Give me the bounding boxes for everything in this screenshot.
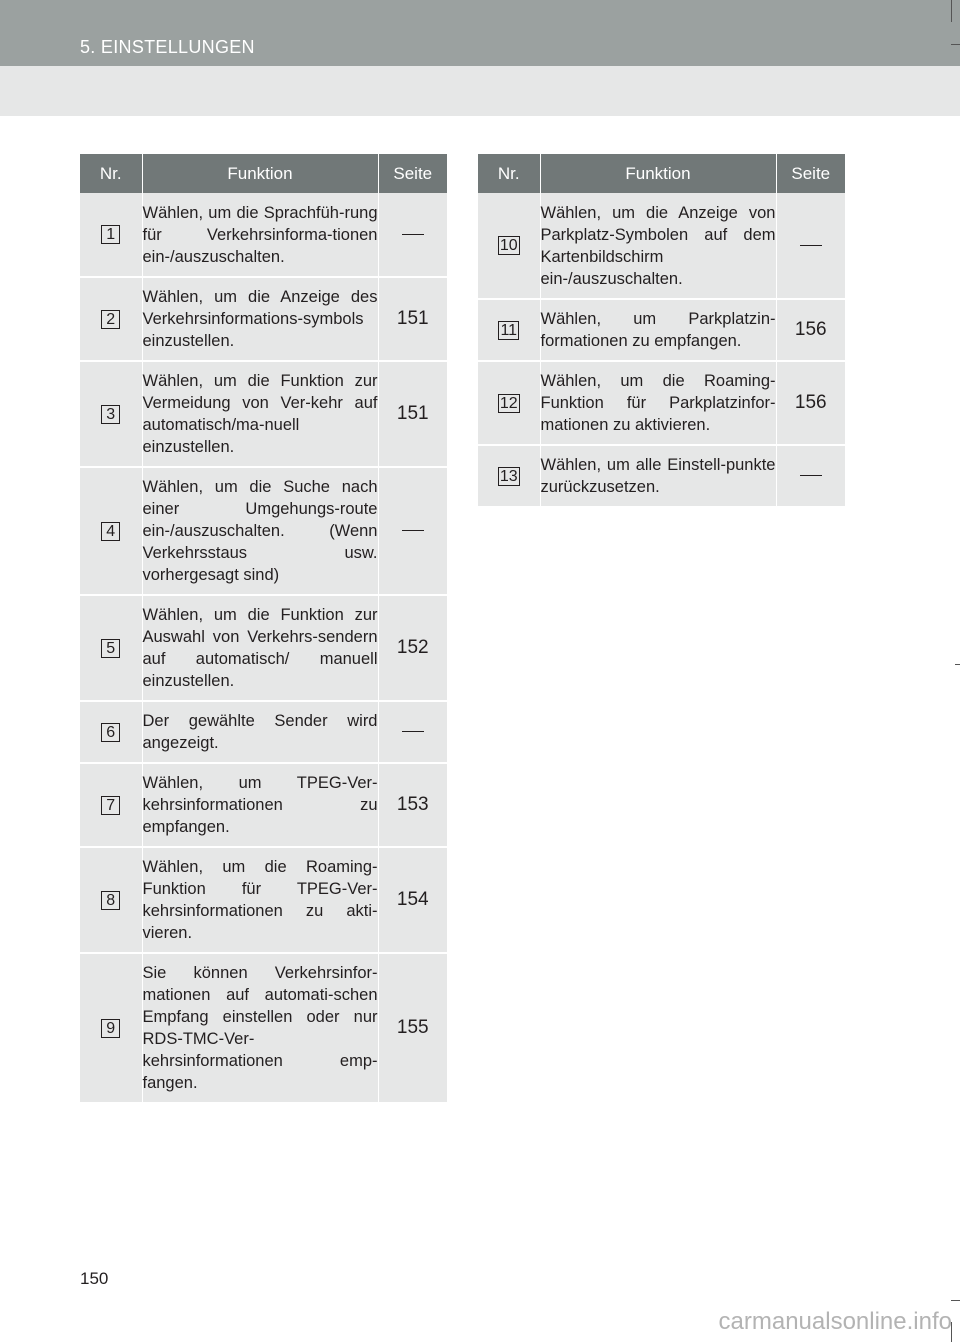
row-number-cell: [80, 763, 142, 847]
page-reference: [378, 467, 447, 595]
table-row: [80, 701, 447, 763]
table-row: [80, 847, 447, 953]
function-description: Wählen, um die Suche nach einer Umgehungs-route ein-/auszuschalten. (Wenn Verkehrsstaus usw. vorhergesagt sind): [142, 467, 378, 595]
table-row: [478, 445, 845, 507]
page-reference: 154: [378, 847, 447, 953]
column-header-funktion: Funktion: [142, 154, 378, 193]
page-reference: [378, 193, 447, 277]
row-number-badge: 10: [499, 237, 518, 254]
table-row: [80, 277, 447, 361]
table-row: [80, 467, 447, 595]
page-number: 150: [80, 1269, 109, 1288]
column-header-funktion: Funktion: [540, 154, 776, 193]
row-number-cell: [478, 299, 540, 361]
row-number-cell: [80, 277, 142, 361]
page-reference: 151: [378, 361, 447, 467]
row-number-badge: 4: [101, 522, 120, 541]
row-number-cell: [80, 467, 142, 595]
page-reference: [378, 701, 447, 763]
function-description: Wählen, um Parkplatzin-formationen zu empfangen.: [540, 299, 776, 361]
row-number-badge: 1: [101, 225, 120, 244]
page-reference: 153: [378, 763, 447, 847]
row-number-badge: 2: [101, 310, 120, 329]
header-subbar: [0, 66, 960, 116]
table-row: [80, 953, 447, 1103]
function-description: Wählen, um die Roaming-Funktion für TPEG-Ver-kehrsinformationen zu akti-vieren.: [142, 847, 378, 953]
row-number-badge: 3: [101, 405, 120, 424]
row-number-cell: [80, 193, 142, 277]
table-row: [80, 763, 447, 847]
row-number-badge: 8: [101, 891, 120, 910]
row-number-cell: [478, 361, 540, 445]
column-header-nr: Nr.: [478, 154, 540, 193]
row-number-badge: 5: [101, 639, 120, 658]
row-number-badge: 7: [101, 796, 120, 815]
row-number-badge: 9: [101, 1019, 120, 1038]
function-description: Wählen, um die Roaming-Funktion für Parkplatzinfor-mationen zu aktivieren.: [540, 361, 776, 445]
page-reference: 151: [378, 277, 447, 361]
function-description: Wählen, um alle Einstell-punkte zurückzusetzen.: [540, 445, 776, 507]
function-description: Wählen, um die Funktion zur Auswahl von Verkehrs-sendern auf automatisch/ manuell einzustellen.: [142, 595, 378, 701]
row-number-badge: 6: [101, 723, 120, 742]
row-number-cell: [478, 193, 540, 299]
page-reference: 156: [776, 361, 845, 445]
column-header-seite: Seite: [776, 154, 845, 193]
crop-mark: [951, 1300, 960, 1301]
page-reference: 155: [378, 953, 447, 1103]
page-reference: 156: [776, 299, 845, 361]
crop-mark: [955, 664, 960, 665]
table-header-row: [80, 154, 447, 193]
row-number-badge: 13: [499, 467, 518, 485]
function-description: Wählen, um die Anzeige des Verkehrsinformations-symbols einzustellen.: [142, 277, 378, 361]
row-number-cell: [80, 361, 142, 467]
no-page-dash: [800, 475, 822, 476]
row-number-badge: 12: [499, 394, 518, 412]
function-table-left: [80, 154, 447, 1104]
function-description: Wählen, um die Sprachfüh-rung für Verkehrsinforma-tionen ein-/auszuschalten.: [142, 193, 378, 277]
no-page-dash: [800, 245, 822, 246]
row-number-cell: [80, 953, 142, 1103]
table-row: [478, 299, 845, 361]
function-description: Wählen, um die Funktion zur Vermeidung von Ver-kehr auf automatisch/ma-nuell einzustellen.: [142, 361, 378, 467]
section-title: 5. EINSTELLUNGEN: [80, 37, 255, 57]
table-row: [80, 361, 447, 467]
table-row: [478, 193, 845, 299]
function-description: Sie können Verkehrsinfor-mationen auf automati-schen Empfang einstellen oder nur RDS-TMC-Ver-kehrsinformationen emp-fangen.: [142, 953, 378, 1103]
crop-mark: [951, 44, 960, 45]
column-header-seite: Seite: [378, 154, 447, 193]
no-page-dash: [402, 234, 424, 235]
page-reference: 152: [378, 595, 447, 701]
no-page-dash: [402, 731, 424, 732]
row-number-cell: [80, 847, 142, 953]
watermark: carmanualsonline.info: [718, 1308, 952, 1335]
page-reference: [776, 445, 845, 507]
table-header-row: [478, 154, 845, 193]
function-description: Wählen, um TPEG-Ver-kehrsinformationen zu empfangen.: [142, 763, 378, 847]
row-number-cell: [478, 445, 540, 507]
column-header-nr: Nr.: [80, 154, 142, 193]
no-page-dash: [402, 530, 424, 531]
function-description: Wählen, um die Anzeige von Parkplatz-Symbolen auf dem Kartenbildschirm ein-/auszuschalten.: [540, 193, 776, 299]
crop-mark: [951, 0, 952, 22]
function-table-right: [478, 154, 845, 508]
row-number-cell: [80, 595, 142, 701]
row-number-badge: 11: [500, 321, 518, 339]
function-description: Der gewählte Sender wird angezeigt.: [142, 701, 378, 763]
page-reference: [776, 193, 845, 299]
table-row: [80, 193, 447, 277]
table-row: [80, 595, 447, 701]
table-row: [478, 361, 845, 445]
row-number-cell: [80, 701, 142, 763]
